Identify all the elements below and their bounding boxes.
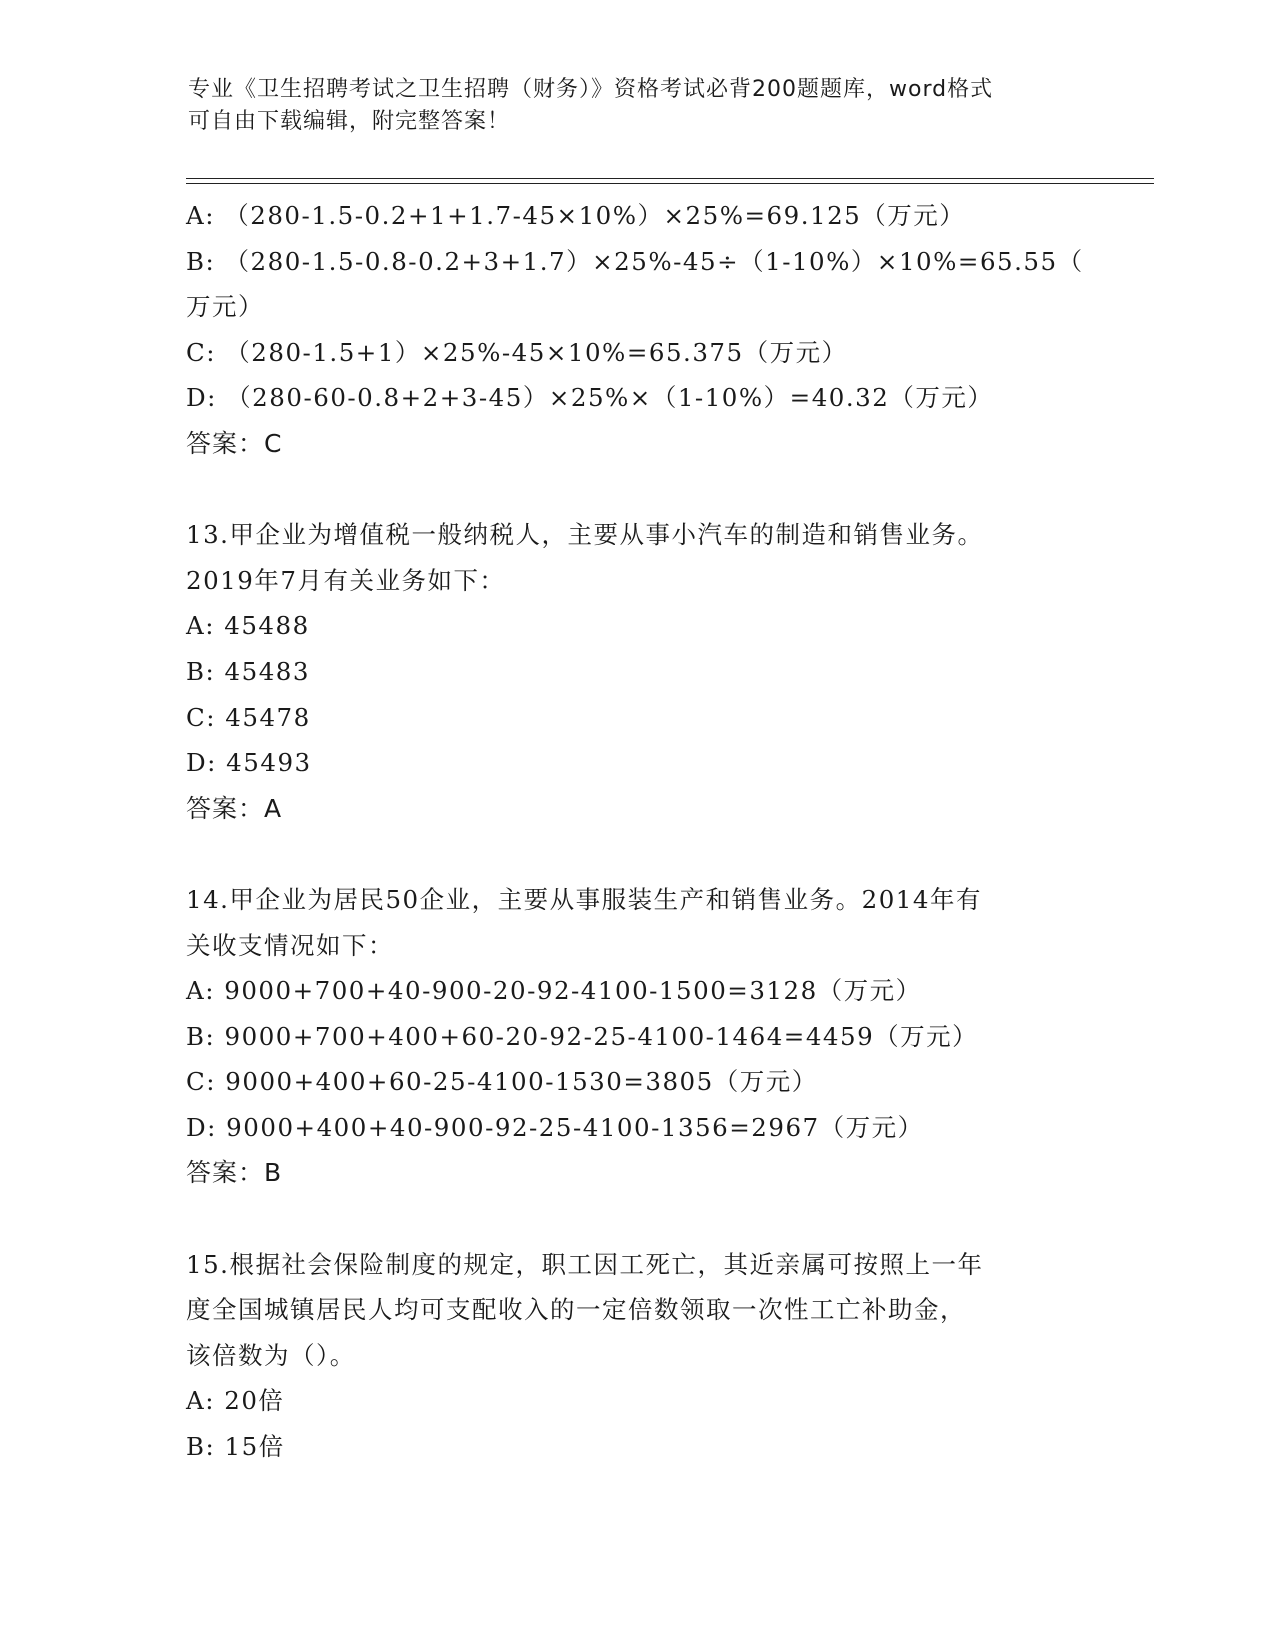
answer: 答案：A — [186, 793, 283, 823]
answer: 答案：C — [186, 428, 283, 458]
option-a: A: 9000+700+40-900-20-92-4100-1500=3128（万元） — [186, 976, 922, 1006]
option-a: A: 20倍 — [186, 1386, 285, 1416]
document-header — [188, 74, 1068, 138]
question-stem: 14.甲企业为居民50企业，主要从事服装生产和销售业务。2014年有 — [186, 884, 982, 914]
question-list — [186, 193, 1086, 1470]
option-c: C: 9000+400+60-25-4100-1530=3805（万元） — [186, 1067, 818, 1097]
question-stem-continued: 关收支情况如下： — [186, 930, 394, 960]
option-b-continued: 万元） — [186, 292, 264, 322]
question-stem: 15.根据社会保险制度的规定，职工因工死亡，其近亲属可按照上一年 — [186, 1249, 984, 1279]
header-divider-top — [186, 178, 1154, 179]
question-15 — [186, 1242, 1086, 1470]
option-b: B: 15倍 — [186, 1432, 285, 1462]
option-c: C: 45478 — [186, 702, 311, 732]
option-c: C: （280-1.5+1）×25%-45×10%=65.375（万元） — [186, 337, 848, 367]
spacer — [186, 831, 1086, 877]
option-b: B: 45483 — [186, 656, 310, 686]
spacer — [186, 467, 1086, 513]
header-title-line-2: 可自由下载编辑，附完整答案！ — [188, 109, 511, 134]
question-stem-continued: 该倍数为（）。 — [186, 1340, 356, 1370]
spacer — [186, 1196, 1086, 1242]
option-a: A: 45488 — [186, 611, 310, 641]
option-d: D: （280-60-0.8+2+3-45）×25%×（1-10%）=40.32（万元） — [186, 383, 994, 413]
option-b: B: 9000+700+400+60-20-92-25-4100-1464=4459（万元） — [186, 1021, 979, 1051]
option-d: D: 9000+400+40-900-92-25-4100-1356=2967（万元） — [186, 1112, 924, 1142]
question-13 — [186, 512, 1086, 831]
question-12 — [186, 193, 1086, 467]
option-b: B: （280-1.5-0.8-0.2+3+1.7）×25%-45÷（1-10%）×10%=65.55（ — [186, 246, 1084, 276]
option-a: A: （280-1.5-0.2+1+1.7-45×10%）×25%=69.125（万元） — [186, 201, 966, 230]
question-stem-continued: 2019年7月有关业务如下： — [186, 565, 506, 595]
question-stem-continued: 度全国城镇居民人均可支配收入的一定倍数领取一次性工亡补助金， — [186, 1295, 966, 1325]
question-stem: 13.甲企业为增值税一般纳税人，主要从事小汽车的制造和销售业务。 — [186, 520, 984, 550]
header-title-line-1: 专业《卫生招聘考试之卫生招聘（财务）》资格考试必背200题题库，word格式 — [188, 77, 994, 102]
question-14 — [186, 877, 1086, 1196]
header-divider-bottom — [186, 183, 1154, 184]
answer: 答案：B — [186, 1158, 283, 1188]
option-d: D: 45493 — [186, 748, 312, 778]
